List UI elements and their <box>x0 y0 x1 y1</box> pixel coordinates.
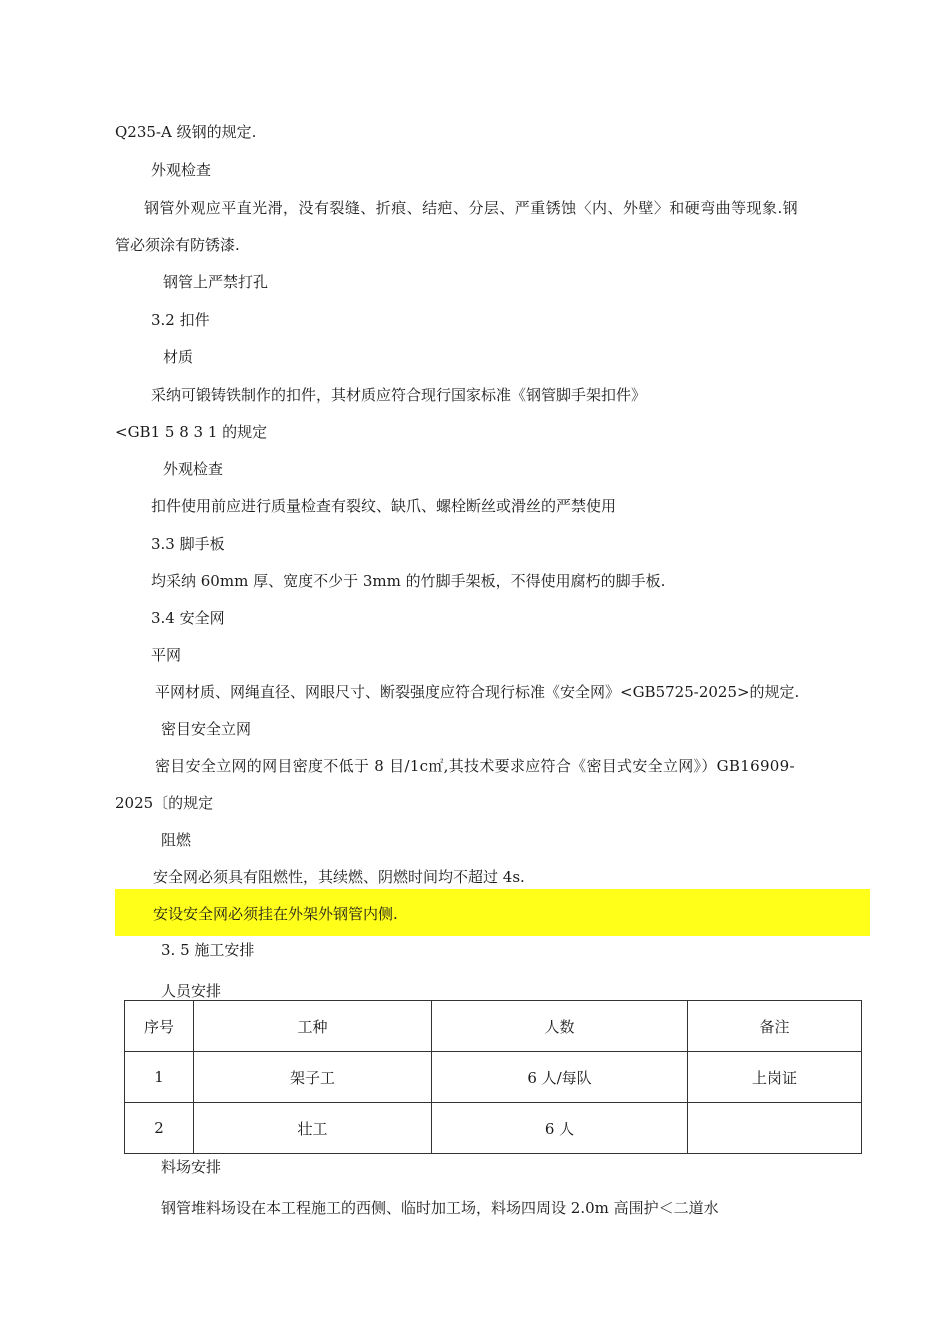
section-heading: 3.2 扣件 <box>151 311 210 329</box>
paragraph-line: 管必须涂有防锈漆. <box>115 236 240 254</box>
paragraph-line: 扣件使用前应进行质量检查有裂纹、缺爪、螺栓断丝或滑丝的严禁使用 <box>151 497 617 515</box>
text-line: 钢管上严禁打孔 <box>163 273 269 291</box>
subheading-flame-retardant: 阻燃 <box>161 831 192 849</box>
paragraph-line: <GB1 5 8 3 1 的规定 <box>115 423 268 441</box>
header-cell: 人数 <box>432 1001 688 1052</box>
text-line: Q235-A 级钢的规定. <box>115 123 257 141</box>
paragraph-line: 均采纳 60mm 厚、宽度不少于 3mm 的竹脚手架板，不得使用腐朽的脚手板. <box>151 572 666 590</box>
paragraph-line: 采纳可锻铸铁制作的扣件，其材质应符合现行国家标准《钢管脚手架扣件》 <box>151 386 647 404</box>
paragraph-line: 平网材质、网绳直径、网眼尺寸、断裂强度应符合现行标准《安全网》<GB5725-2025>的规定. <box>155 683 800 701</box>
subheading-dense-net: 密目安全立网 <box>161 720 252 738</box>
paragraph-line: 钢管外观应平直光滑，没有裂缝、折痕、结疤、分层、严重锈蚀〈内、外壁〉和硬弯曲等现象.钢 <box>144 199 799 217</box>
section-heading: 3.3 脚手板 <box>151 535 225 553</box>
subheading-material-yard: 料场安排 <box>161 1158 222 1176</box>
paragraph-line: 2025〔的规定 <box>115 794 214 812</box>
table-cell <box>688 1103 862 1154</box>
header-cell: 工种 <box>194 1001 432 1052</box>
table-header-row <box>125 1001 862 1052</box>
section-heading: 3.4 安全网 <box>151 609 225 627</box>
subheading-personnel: 人员安排 <box>161 982 222 1000</box>
table-cell: 6 人 <box>432 1103 688 1154</box>
table-cell: 6 人/每队 <box>432 1052 688 1103</box>
table-cell: 架子工 <box>194 1052 432 1103</box>
table-cell: 1 <box>125 1052 194 1103</box>
table-cell: 壮工 <box>194 1103 432 1154</box>
highlighted-paragraph: 安设安全网必须挂在外架外钢管内侧. <box>153 905 398 923</box>
personnel-table <box>124 1000 862 1154</box>
table-cell: 2 <box>125 1103 194 1154</box>
paragraph-line: 钢管堆料场设在本工程施工的西侧、临时加工场，料场四周设 2.0m 高围护＜二道水 <box>161 1199 719 1217</box>
table-cell: 上岗证 <box>688 1052 862 1103</box>
paragraph-line: 安全网必须具有阻燃性，其续燃、阴燃时间均不超过 4s. <box>153 868 525 886</box>
heading-appearance-check: 外观检查 <box>151 161 212 179</box>
paragraph-line: 密目安全立网的网目密度不低于 8 目/1c㎡,其技术要求应符合《密目式安全立网》）GB16909- <box>155 757 795 775</box>
section-heading: 3. 5 施工安排 <box>161 941 255 959</box>
subheading-appearance-check: 外观检查 <box>163 460 224 478</box>
header-cell: 序号 <box>125 1001 194 1052</box>
table-row <box>125 1052 862 1103</box>
subheading-flat-net: 平网 <box>151 646 182 664</box>
table-row <box>125 1103 862 1154</box>
subheading-material: 材质 <box>163 348 194 366</box>
header-cell: 备注 <box>688 1001 862 1052</box>
